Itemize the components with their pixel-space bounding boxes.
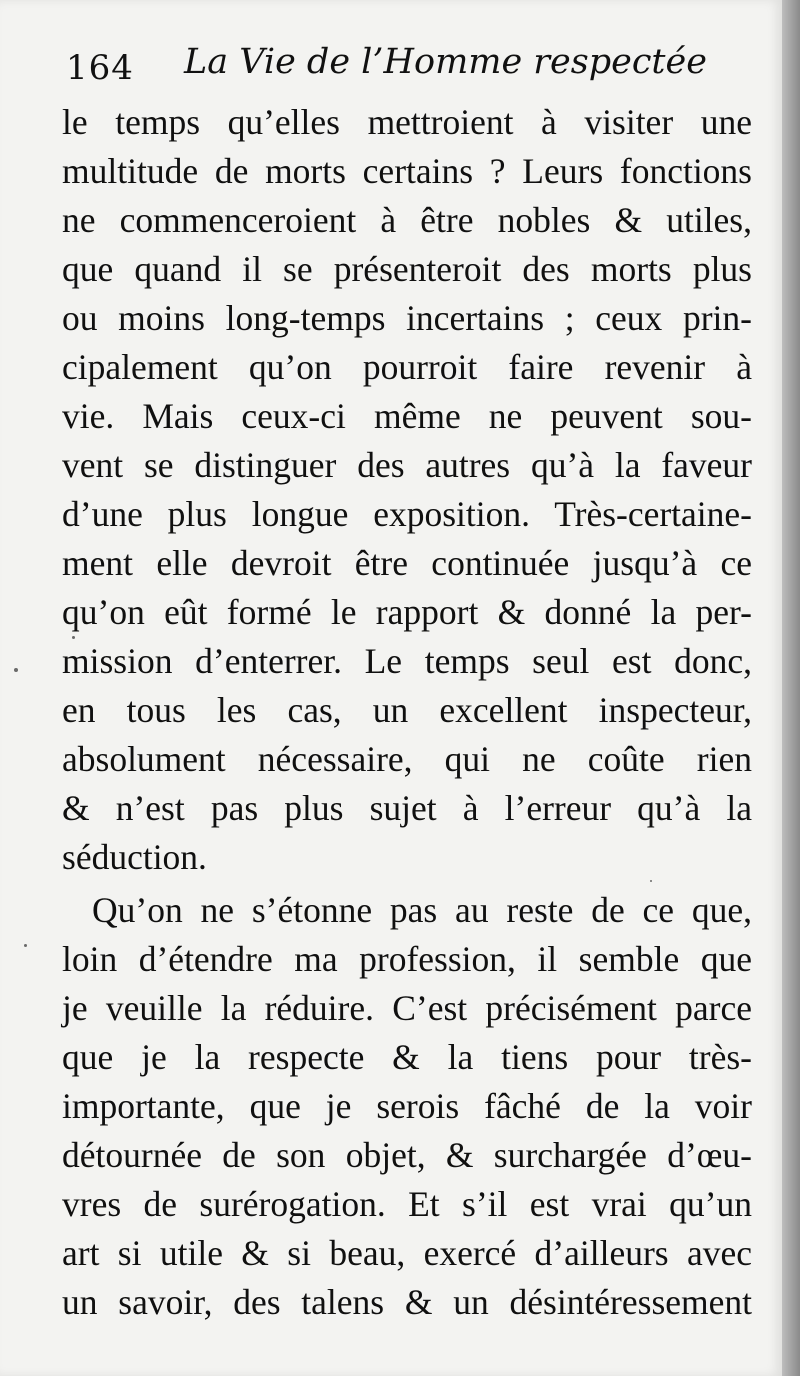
text-line: séduction.	[62, 837, 207, 877]
text-line: importante, que je serois fâché de la voir	[62, 1086, 752, 1126]
text-line: d’une plus longue exposition. Très-certaine-	[62, 494, 752, 534]
ink-speck	[72, 636, 75, 639]
page-header	[66, 42, 766, 102]
text-line: mission d’enterrer. Le temps seul est donc,	[62, 641, 752, 681]
text-line: vres de surérogation. Et s’il est vrai qu’un	[62, 1184, 752, 1224]
page-number: 164	[66, 48, 134, 88]
page-edge	[782, 0, 800, 1376]
text-line: ou moins long-temps incertains ; ceux prin-	[62, 298, 752, 338]
text-line: vie. Mais ceux-ci même ne peuvent sou-	[62, 396, 752, 436]
text-line: vent se distinguer des autres qu’à la faveur	[62, 445, 752, 485]
text-line: un savoir, des talens & un désintéressement	[62, 1282, 752, 1322]
text-line: art si utile & si beau, exercé d’ailleurs avec	[62, 1233, 752, 1273]
text-line: détournée de son objet, & surchargée d’œu-	[62, 1135, 752, 1175]
text-line: loin d’étendre ma profession, il semble que	[62, 939, 752, 979]
text-line: & n’est pas plus sujet à l’erreur qu’à la	[62, 788, 752, 828]
body-text	[62, 98, 752, 1327]
text-line: absolument nécessaire, qui ne coûte rien	[62, 739, 752, 779]
text-line: qu’on eût formé le rapport & donné la per-	[62, 592, 752, 632]
text-line: ment elle devroit être continuée jusqu’à ce	[62, 543, 752, 583]
running-title: La Vie de l’Homme respectée	[184, 42, 707, 82]
text-line: cipalement qu’on pourroit faire revenir à	[62, 347, 752, 387]
ink-speck	[24, 944, 27, 947]
text-line: que quand il se présenteroit des morts plus	[62, 249, 752, 289]
text-line: en tous les cas, un excellent inspecteur,	[62, 690, 752, 730]
ink-speck	[14, 668, 18, 672]
text-line: Qu’on ne s’étonne pas au reste de ce que,	[92, 890, 752, 930]
text-line: le temps qu’elles mettroient à visiter une	[62, 102, 752, 142]
text-line: ne commenceroient à être nobles & utiles,	[62, 200, 752, 240]
text-line: je veuille la réduire. C’est précisément parce	[62, 988, 752, 1028]
text-line: que je la respecte & la tiens pour très-	[62, 1037, 752, 1077]
ink-speck	[650, 880, 652, 882]
text-line: multitude de morts certains ? Leurs fonctions	[62, 151, 752, 191]
